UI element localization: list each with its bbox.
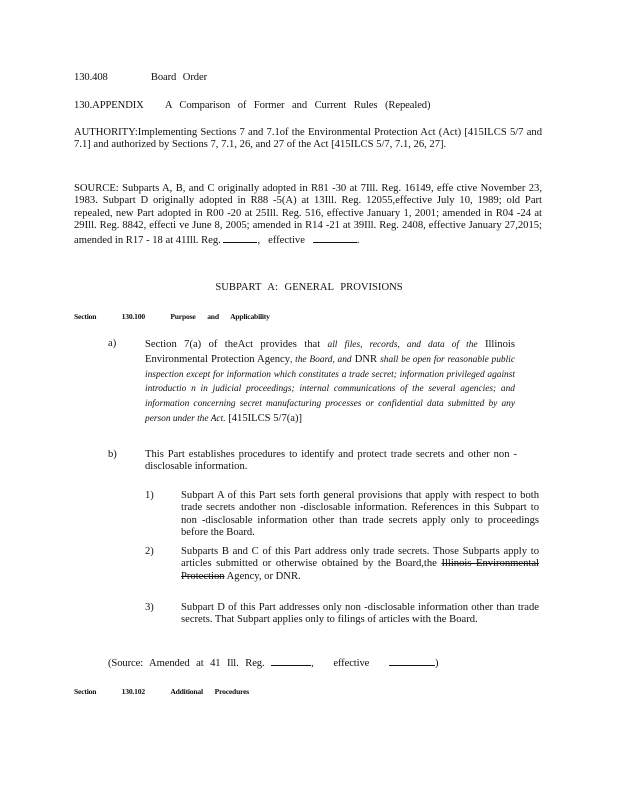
item-3-text: Subpart D of this Part addresses only non -disclosable information other than trade secrets. That Subpart applies only to filings of articles with the Board. — [181, 602, 539, 626]
section-100-title: Purpose and Applicability — [170, 312, 270, 321]
section-100-number: 130.100 — [121, 312, 145, 321]
para-a-italic-3: shall be open for reasonable public inspection except for information which constitutes a trade secret; information privileged against introductio n in judicial proceedings; internal communications of the several agencies; and information concerning secret manufacturing processes or confidential data submitted by any person under the Act. — [145, 354, 515, 424]
item-1-text: Subpart A of this Part sets forth general provisions that apply with respect to both trade secrets andother non -disclosable information. References in this Subpart to non -disclosable information other than trade secrets apply only to proceedings before the Board. — [181, 490, 539, 539]
authority-paragraph — [74, 127, 542, 152]
section-408-line — [74, 72, 207, 85]
para-a-text — [145, 338, 515, 427]
para-a-agency: Illinois Environmental Protection Agency — [145, 339, 515, 365]
source-paragraph — [74, 183, 542, 247]
para-a-label: a) — [108, 338, 117, 349]
source-comma: , — [257, 234, 261, 246]
section-102-title: Additional Procedures — [170, 687, 250, 696]
effective-date-blank — [313, 233, 357, 243]
para-a-lead: Section 7(a) of theAct provides that — [145, 339, 321, 350]
item-1-label: 1) — [145, 490, 154, 501]
source-period: . — [356, 234, 360, 246]
section-title: Board Order — [150, 72, 208, 83]
item-2-text-after: Agency, or DNR. — [226, 570, 301, 582]
para-b-text: This Part establishes procedures to identify and protect trade secrets and other non -disclosable information. — [145, 449, 517, 473]
appendix-line — [74, 100, 430, 113]
section-102-number: 130.102 — [121, 687, 145, 696]
reg-page-blank — [223, 233, 257, 243]
source-effective-label: effective — [268, 234, 305, 246]
appendix-number: 130.APPENDIX — [74, 100, 144, 111]
authority-text: AUTHORITY:Implementing Sections 7 and 7.1of the Environmental Protection Act (Act) [415ILCS 5/7 and 7.1] and authorized by Sections 7, 7.1, 26, and 27 of the Act [415ILCS 5/7, 7.1, 26, 27]. — [74, 127, 542, 151]
para-a-dnr: DNR — [354, 353, 378, 365]
item-3-label: 3) — [145, 602, 154, 613]
source-note-date-blank — [389, 656, 435, 666]
item-2-struck-text: Illinois Environmental Protection — [181, 558, 539, 582]
section-100-heading — [74, 312, 270, 321]
para-a-italic-2: , the Board, and — [290, 354, 352, 365]
source-text: SOURCE: Subparts A, B, and C originally adopted in R81 -30 at 7Ill. Reg. 16149, effe ctive November 23, 1983. Subpart D originally adopted in R88 -5(A) at 13Ill. Reg. 12055,effective July 10, 1989; old Part repealed, new Part adopted in R00 -20 at 25Ill. Reg. 516, effective January 1, 2001; amended in R04 -24 at 29Ill. Reg. 8842, effecti ve June 8, 2005; amended in R14 -21 at 39Ill. Reg. 2408, effective January 27,2015; amended in R17 - 18 at 41Ill. Reg. — [74, 183, 542, 246]
section-100-label: Section — [74, 312, 97, 321]
para-a-citation: [415ILCS 5/7(a)] — [228, 412, 303, 424]
item-2-label: 2) — [145, 546, 154, 557]
section-102-label: Section — [74, 687, 97, 696]
appendix-title: A Comparison of Former and Current Rules (Repealed) — [164, 100, 431, 111]
item-2-text-before: Subparts B and C of this Part address only trade secrets. Those Subparts apply to articles submitted or otherwise obtained by the Board,the — [181, 546, 539, 570]
source-note-close: ) — [434, 658, 439, 669]
subpart-heading: SUBPART A: GENERAL PROVISIONS — [215, 282, 403, 293]
source-note-open: (Source: Amended at 41 Ill. Reg. — [108, 658, 265, 669]
source-note-page-blank — [271, 656, 311, 666]
item-2-text — [181, 546, 539, 583]
source-note — [108, 656, 438, 671]
para-a-italic-1: all files, records, and data of the — [327, 340, 478, 350]
section-number: 130.408 — [74, 72, 108, 83]
source-note-effective: effective — [333, 658, 370, 669]
section-102-heading — [74, 687, 249, 696]
para-b-label: b) — [108, 449, 117, 460]
source-note-comma: , — [311, 658, 314, 669]
